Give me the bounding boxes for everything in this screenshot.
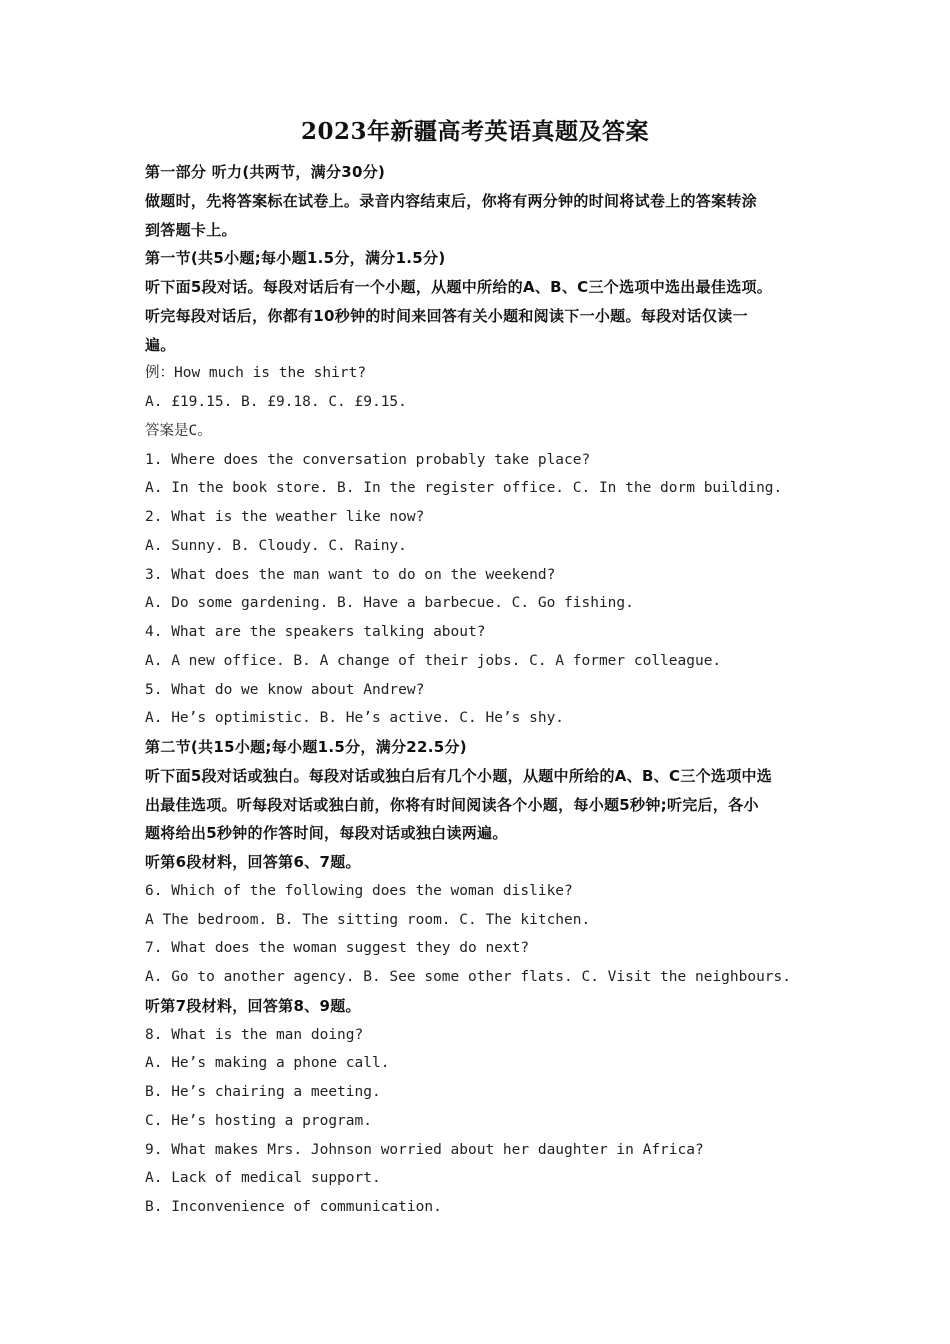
instruction-line: 听下面5段对话。每段对话后有一个小题，从题中所给的A、B、C三个选项中选出最佳选项。 [145, 278, 773, 296]
document-body [145, 158, 815, 1222]
question-line: 5. What do we know about Andrew? [145, 681, 425, 698]
question-line: A. Lack of medical support. [145, 1170, 381, 1187]
instruction-line: 听第6段材料，回答第6、7题。 [145, 853, 361, 871]
instruction-line: 题将给出5秒钟的作答时间，每段对话或独白读两遍。 [145, 824, 508, 843]
question-line: A. He’s making a phone call. [145, 1055, 390, 1072]
question-line: 2. What is the weather like now? [145, 509, 425, 525]
instruction-line: 出最佳选项。听每段对话或独白前，你将有时间阅读各个小题，每小题5秒钟;听完后，各小 [145, 795, 759, 814]
question-line: A. Go to another agency. B. See some other flats. C. Visit the neighbours. [145, 969, 792, 985]
instruction-line: 听下面5段对话或独白。每段对话或独白后有几个小题，从题中所给的A、B、C三个选项中选 [145, 766, 773, 785]
question-line: A. He’s optimistic. B. He’s active. C. He’s shy. [145, 710, 565, 727]
instruction-line: 到答题卡上。 [145, 220, 237, 239]
page-title: 2023年新疆高考英语真题及答案 [300, 118, 649, 145]
question-line: B. Inconvenience of communication. [145, 1199, 442, 1215]
question-line: 例：How much is the shirt? [145, 365, 367, 382]
instruction-line: 做题时，先将答案标在试卷上。录音内容结束后，你将有两分钟的时间将试卷上的答案转涂 [145, 191, 758, 210]
question-line: A. £19.15. B. £9.18. C. £9.15. [145, 394, 407, 410]
question-line: 7. What does the woman suggest they do next? [145, 940, 530, 957]
question-line: A. Sunny. B. Cloudy. C. Rainy. [145, 537, 407, 554]
question-line: 9. What makes Mrs. Johnson worried about her daughter in Africa? [145, 1141, 704, 1158]
question-line: 3. What does the man want to do on the weekend? [145, 566, 556, 583]
instruction-line: 第二节(共15小题;每小题1.5分，满分22.5分) [145, 738, 467, 756]
question-line: A. A new office. B. A change of their jobs. C. A former colleague. [145, 652, 722, 669]
question-line: B. He’s chairing a meeting. [145, 1084, 381, 1100]
question-line: A The bedroom. B. The sitting room. C. The kitchen. [145, 911, 591, 928]
instruction-line: 遍。 [145, 335, 176, 354]
instruction-line: 第一节(共5小题;每小题1.5分，满分1.5分) [145, 249, 446, 268]
question-line: 8. What is the man doing? [145, 1026, 364, 1043]
instruction-line: 听完每段对话后，你都有10秒钟的时间来回答有关小题和阅读下一小题。每段对话仅读一 [145, 306, 748, 325]
question-line: A. In the book store. B. In the register office. C. In the dorm building. [145, 480, 783, 497]
instruction-line: 听第7段材料，回答第8、9题。 [145, 996, 361, 1015]
question-line: 答案是C。 [145, 422, 212, 439]
question-line: 1. Where does the conversation probably take place? [145, 451, 591, 468]
instruction-line: 第一部分 听力(共两节，满分30分) [145, 163, 386, 181]
question-line: C. He’s hosting a program. [145, 1112, 372, 1129]
question-line: 6. Which of the following does the woman dislike? [145, 882, 573, 899]
question-line: 4. What are the speakers talking about? [145, 624, 486, 640]
question-line: A. Do some gardening. B. Have a barbecue. C. Go fishing. [145, 595, 634, 612]
